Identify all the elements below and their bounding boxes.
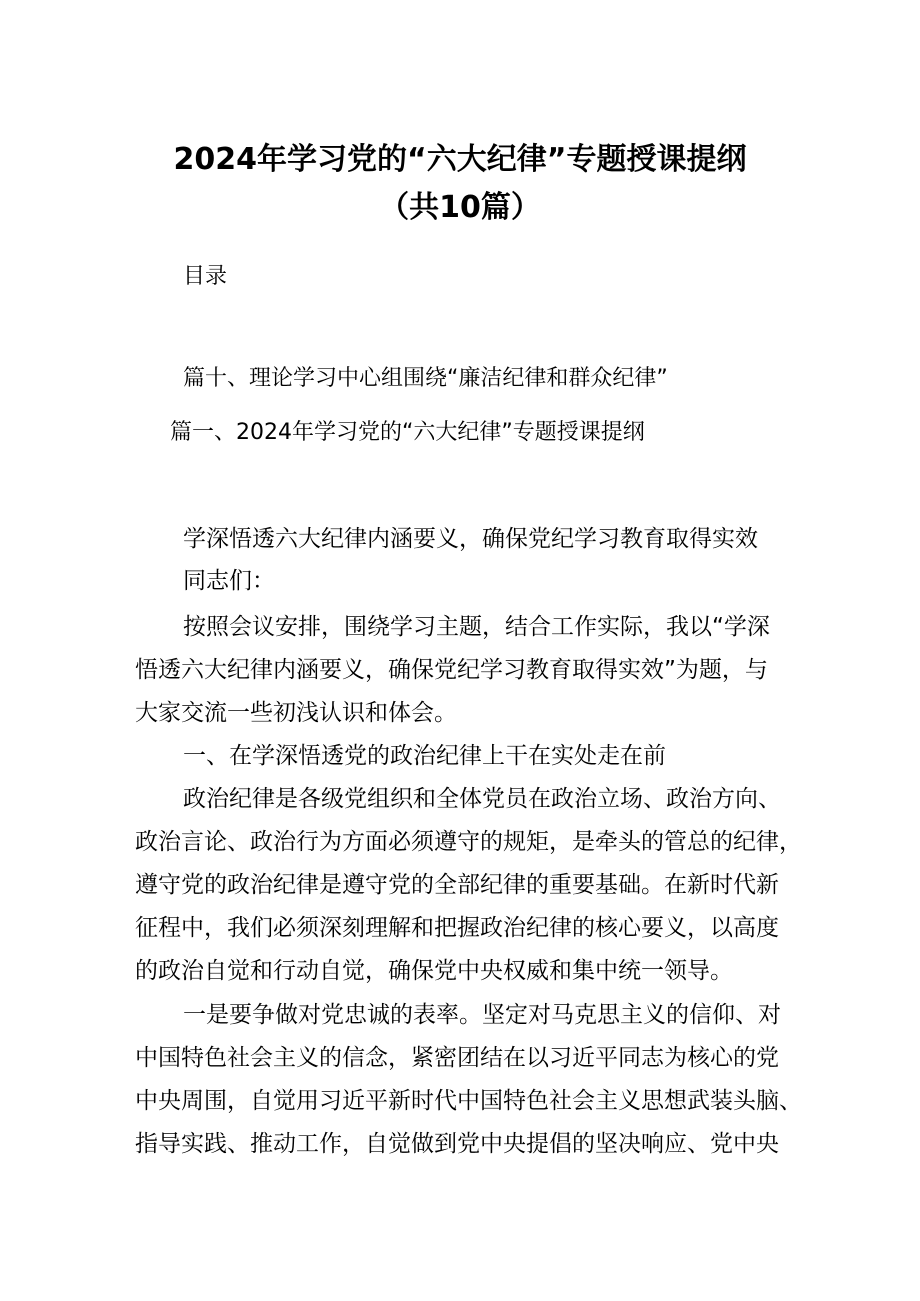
- subsection-heading: 一、在学深悟透党的政治纪律上干在实处走在前: [183, 743, 666, 769]
- paragraph-line: 政治纪律是各级党组织和全体党员在政治立场、政治方向、: [183, 786, 781, 812]
- section-heading: 学深悟透六大纪律内涵要义，确保党纪学习教育取得实效: [183, 526, 758, 552]
- document-title-line2: （共10篇）: [379, 190, 541, 225]
- paragraph-line: 遵守党的政治纪律是遵守党的全部纪律的重要基础。在新时代新: [135, 872, 779, 898]
- paragraph-line: 一是要争做对党忠诚的表率。坚定对马克思主义的信仰、对: [183, 1002, 781, 1028]
- paragraph-line: 的政治自觉和行动自觉，确保党中央权威和集中统一领导。: [135, 958, 733, 984]
- paragraph-line: 征程中，我们必须深刻理解和把握政治纪律的核心要义，以高度: [135, 915, 779, 941]
- paragraph-line: 悟透六大纪律内涵要义，确保党纪学习教育取得实效”为题，与: [135, 657, 768, 683]
- document-title-line1: 2024年学习党的“六大纪律”专题授课提纲: [173, 142, 747, 177]
- paragraph-line: 指导实践、推动工作，自觉做到党中央提倡的坚决响应、党中央: [135, 1131, 779, 1157]
- salutation: 同志们：: [183, 568, 275, 594]
- toc-label: 目录: [183, 264, 228, 289]
- paragraph-line: 中国特色社会主义的信念，紧密团结在以习近平同志为核心的党: [135, 1045, 779, 1071]
- paragraph-line: 中央周围，自觉用习近平新时代中国特色社会主义思想武装头脑、: [135, 1088, 802, 1114]
- toc-item: 篇十、理论学习中心组围绕“廉洁纪律和群众纪律”: [183, 366, 668, 391]
- paragraph-line: 政治言论、政治行为方面必须遵守的规矩，是牵头的管总的纪律，: [135, 829, 802, 855]
- paragraph-line: 大家交流一些初浅认识和体会。: [135, 700, 457, 726]
- paragraph-line: 按照会议安排，围绕学习主题，结合工作实际，我以“学深: [183, 614, 770, 640]
- toc-item: 篇一、2024年学习党的“六大纪律”专题授课提纲: [170, 420, 645, 445]
